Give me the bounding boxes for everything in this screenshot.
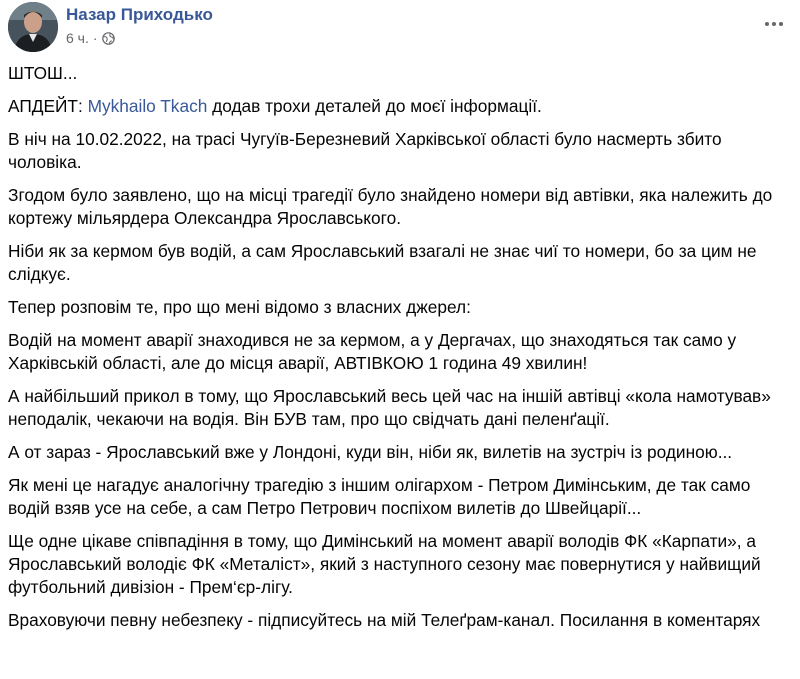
post-paragraph: Як мені це нагадує аналогічну трагедію з іншим олігархом - Петром Димінським, де так само водій взяв усе на себе, а сам Петро Петрович поспіхом вилетів до Швейцарії... <box>8 475 751 518</box>
meta-separator: · <box>92 30 98 46</box>
globe-icon[interactable] <box>102 32 115 45</box>
post-paragraph: В ніч на 10.02.2022, на трасі Чугуїв-Березневий Харківської області було насмерть збито чоловіка. <box>8 129 722 172</box>
post-paragraph: А найбільший прикол в тому, що Ярославський весь цей час на іншій автівці «кола намотував» неподалік, чекаючи на водія. Він БУВ там, про що свідчать дані пеленґації. <box>8 386 771 429</box>
post-paragraph: Згодом було заявлено, що на місці трагедії було знайдено номери від автівки, яка належить до кортежу мільярдера Олександра Ярославського. <box>8 185 773 228</box>
post-paragraph-update <box>8 95 794 118</box>
post-timestamp[interactable]: 6 ч. <box>66 30 89 46</box>
post-meta <box>66 30 115 46</box>
update-prefix: АПДЕЙТ: <box>8 96 88 116</box>
post-paragraph: Враховуючи певну небезпеку - підписуйтесь на мій Телеґрам-канал. Посилання в коментарях <box>8 610 761 630</box>
avatar-photo <box>8 2 58 52</box>
more-dots-icon[interactable] <box>762 12 786 36</box>
mention-link[interactable]: Mykhailo Tkach <box>87 96 208 116</box>
post-paragraph: А от зараз - Ярославський вже у Лондоні, куди він, ніби як, вилетів на зустріч із родиною... <box>8 442 733 462</box>
post-body <box>8 62 794 642</box>
author-avatar[interactable] <box>8 2 58 52</box>
post-paragraph: ШТОШ... <box>8 63 78 83</box>
update-suffix: додав трохи деталей до моєї інформації. <box>207 96 542 116</box>
post-paragraph: Ще одне цікаве співпадіння в тому, що Димінський на момент аварії володів ФК «Карпати», а Ярославський володіє ФК «Металіст», який з наступного сезону має повернутися у найвищий футбольний дивізіон - Прем‘єр-лігу. <box>8 531 761 597</box>
post-paragraph: Ніби як за кермом був водій, а сам Ярославський взагалі не знає чиї то номери, бо за цим не слідкує. <box>8 241 757 284</box>
post-paragraph: Тепер розповім те, про що мені відомо з власних джерел: <box>8 297 471 317</box>
post-header <box>8 2 792 54</box>
post-paragraph: Водій на момент аварії знаходився не за кермом, а у Дергачах, що знаходяться так само у Харківській області, але до місця аварії, АВТІВКОЮ 1 година 49 хвилин! <box>8 330 737 373</box>
author-name[interactable]: Назар Приходько <box>66 5 213 24</box>
